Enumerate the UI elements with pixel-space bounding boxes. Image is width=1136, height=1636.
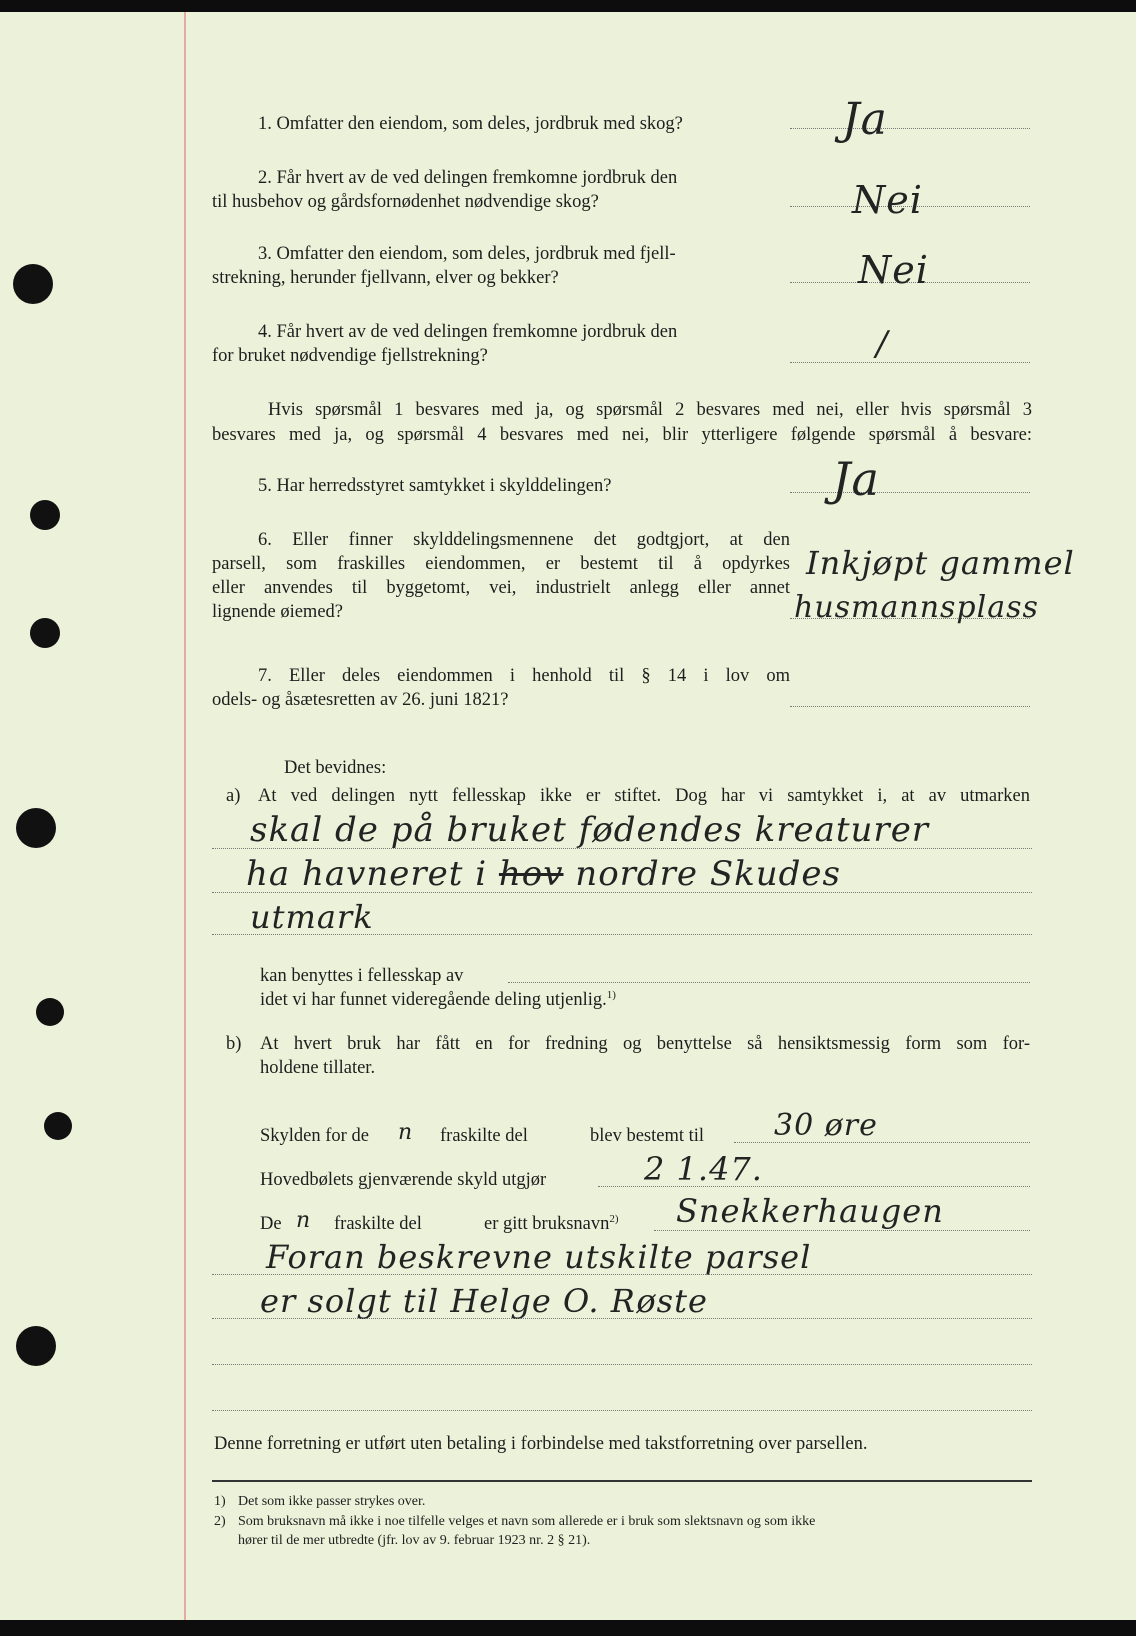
question-2-line-1: 2. Får hvert av de ved delingen fremkomne jordbruk den (258, 168, 678, 188)
note-handwritten-line-1: Foran beskrevne utskilte parsel (266, 1238, 812, 1276)
punch-hole (30, 500, 60, 530)
attest-handwritten-line-2-end: nordre Skudes (563, 854, 841, 894)
answer-1: Ja (842, 94, 888, 145)
attest-b-line-2: holdene tillater. (260, 1058, 376, 1078)
question-7-line-1: 7. Eller deles eiendommen i henhold til § 14 i lov om (258, 666, 790, 686)
punch-hole (30, 618, 60, 648)
hoved-label: Hovedbølets gjenværende skyld utgjør (260, 1170, 547, 1190)
footnote-ref-1: 1) (606, 988, 616, 1001)
shared-dots (508, 982, 1030, 983)
question-5: 5. Har herredsstyret samtykket i skylddelingen? (258, 476, 612, 496)
margin-line (184, 12, 186, 1620)
skyld-hw-n: n (398, 1120, 414, 1145)
attest-handwritten-line-1: skal de på bruket fødendes kreaturer (250, 810, 930, 850)
shared-line-2 (260, 988, 616, 1012)
question-3-line-2: strekning, herunder fjellvann, elver og bekker? (212, 268, 559, 288)
shared-line-2-text: idet vi har funnet videregående deling utjenlig. (260, 990, 607, 1010)
question-1: 1. Omfatter den eiendom, som deles, jordbruk med skog? (258, 114, 683, 134)
attest-handwritten-line-2 (246, 854, 841, 894)
note-line-1 (212, 1274, 1032, 1275)
footnote-rule (212, 1480, 1032, 1482)
document-page (0, 12, 1136, 1620)
question-6-line-3: eller anvendes til byggetomt, vei, industrielt anlegg eller annet (212, 578, 790, 598)
attest-a-label: a) (226, 786, 241, 806)
navn-prefix: De (260, 1214, 282, 1234)
footnote-1-mark: 1) (214, 1494, 226, 1509)
answer-6-line-2: husmannsplass (794, 590, 1039, 625)
attest-handwritten-line-3: utmark (250, 898, 374, 936)
footnote-2-mark: 2) (214, 1514, 226, 1529)
note-line-3 (212, 1364, 1032, 1365)
question-4-line-2: for bruket nødvendige fjellstrekning? (212, 346, 488, 366)
hoved-value: 2 1.47. (644, 1150, 763, 1188)
answer-5: Ja (832, 452, 880, 506)
shared-line-1: kan benyttes i fellesskap av (260, 966, 464, 986)
closing-statement: Denne forretning er utført uten betaling i forbindelse med takstforretning over parsellen. (214, 1434, 868, 1454)
skyld-prefix: Skylden for de (260, 1126, 369, 1146)
answer-line-4 (790, 362, 1030, 363)
attest-handwritten-line-2-start: ha havneret i (246, 854, 499, 894)
attest-heading: Det bevidnes: (284, 758, 387, 778)
question-7-line-2: odels- og åsætesretten av 26. juni 1821? (212, 690, 509, 710)
attest-line-3 (212, 934, 1032, 935)
skyld-suffix: fraskilte del (440, 1126, 528, 1146)
instruction-line-1: Hvis spørsmål 1 besvares med ja, og spørsmål 2 besvares med nei, eller hvis spørsmål 3 (268, 400, 1032, 420)
punch-hole (36, 998, 64, 1026)
footnote-1: Det som ikke passer strykes over. (238, 1494, 426, 1509)
instruction-line-2: besvares med ja, og spørsmål 4 besvares med nei, blir ytterligere følgende spørsmål å besvare: (212, 425, 1032, 445)
attest-b-label: b) (226, 1034, 242, 1054)
question-4-line-1: 4. Får hvert av de ved delingen fremkomne jordbruk den (258, 322, 678, 342)
question-6-line-1: 6. Eller finner skylddelingsmennene det godtgjort, at den (258, 530, 790, 550)
punch-hole (44, 1112, 72, 1140)
question-6-line-2: parsell, som fraskilles eiendommen, er bestemt til å opdyrkes (212, 554, 790, 574)
note-line-4 (212, 1410, 1032, 1411)
punch-hole (13, 264, 53, 304)
question-3-line-1: 3. Omfatter den eiendom, som deles, jordbruk med fjell- (258, 244, 676, 264)
navn-tail (484, 1212, 619, 1236)
punch-hole (16, 1326, 56, 1366)
question-2-line-2: til husbehov og gårdsfornødenhet nødvendige skog? (212, 192, 599, 212)
answer-line-1 (790, 128, 1030, 129)
answer-2: Nei (852, 178, 923, 222)
skyld-tail: blev bestemt til (590, 1126, 705, 1146)
answer-3: Nei (858, 248, 929, 292)
attest-line-1 (212, 848, 1032, 849)
struck-word: hov (498, 854, 564, 894)
navn-mid: fraskilte del (334, 1214, 422, 1234)
footnote-2-line-1: Som bruksnavn må ikke i noe tilfelle velges et navn som allerede er i bruk som slektsnavn og som ikke (238, 1514, 816, 1529)
footnote-2-line-2: hører til de mer utbredte (jfr. lov av 9. februar 1923 nr. 2 § 21). (238, 1533, 591, 1548)
attest-line-2 (212, 892, 1032, 893)
question-6-line-4: lignende øiemed? (212, 602, 343, 622)
navn-hw-n: n (296, 1208, 312, 1233)
answer-line-7 (790, 706, 1030, 707)
note-line-2 (212, 1318, 1032, 1319)
footnote-ref-2: 2) (609, 1212, 619, 1225)
answer-4: / (876, 324, 889, 364)
navn-tail-text: er gitt bruksnavn (484, 1214, 610, 1234)
answer-line-5 (790, 492, 1030, 493)
note-handwritten-line-2: er solgt til Helge O. Røste (260, 1282, 708, 1320)
punch-hole (16, 808, 56, 848)
skyld-value: 30 øre (774, 1108, 878, 1143)
navn-value: Snekkerhaugen (676, 1192, 944, 1230)
answer-6-line-1: Inkjøpt gammel (806, 544, 1075, 582)
navn-line (654, 1230, 1030, 1231)
attest-a-text: At ved delingen nytt fellesskap ikke er stiftet. Dog har vi samtykket i, at av utmarken (258, 786, 1030, 806)
attest-b-line-1: At hvert bruk har fått en for fredning og benyttelse så hensiktsmessig form som for- (260, 1034, 1030, 1054)
